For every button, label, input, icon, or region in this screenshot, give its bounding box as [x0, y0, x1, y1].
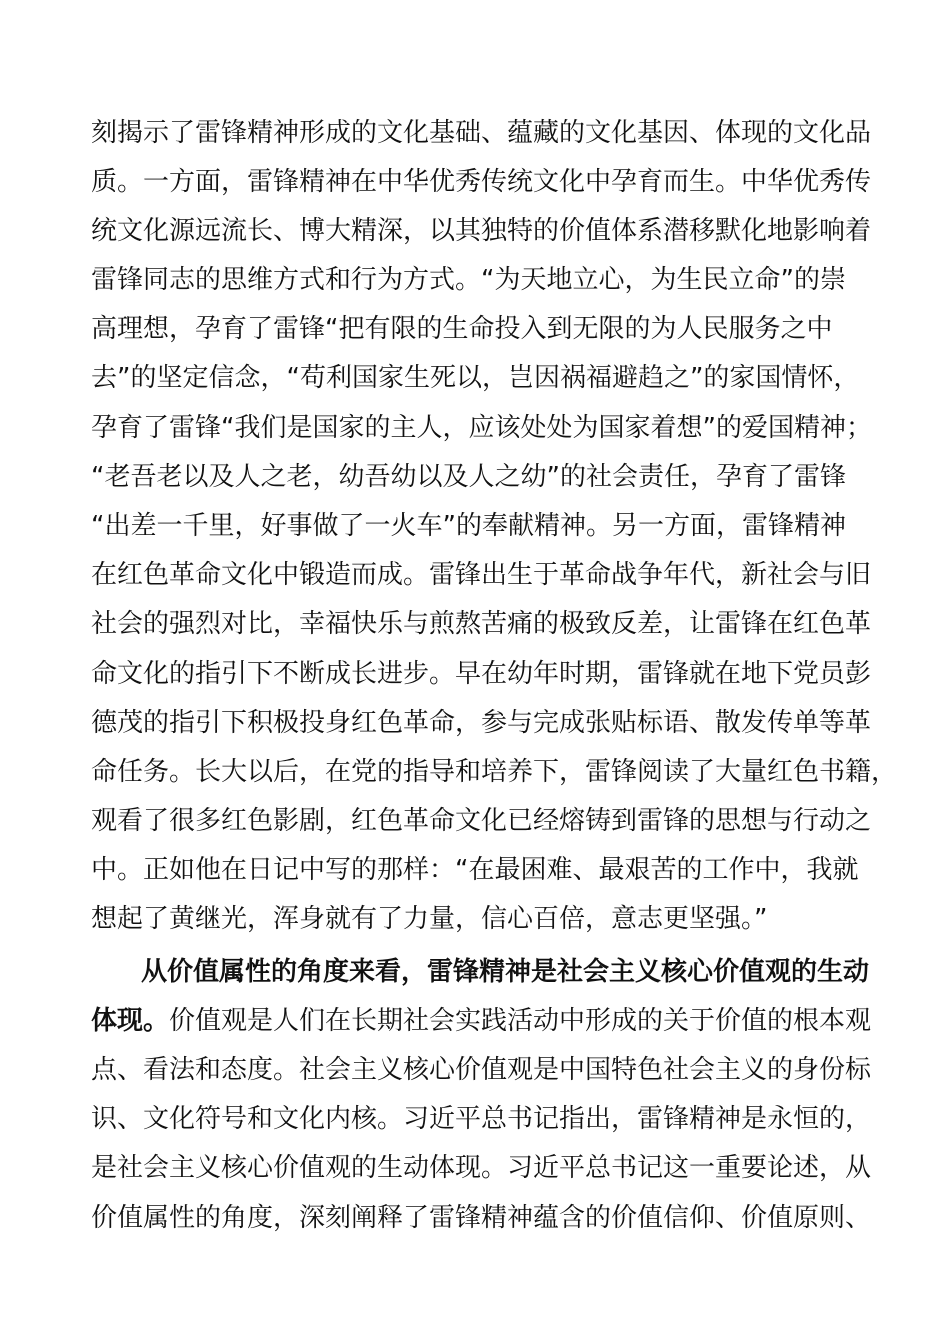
body-line: 刻揭示了雷锋精神形成的文化基础、蕴藏的文化基因、体现的文化品 — [91, 118, 872, 148]
body-line: 命任务。长大以后，在党的指导和培养下，雷锋阅读了大量红色书籍， — [91, 757, 898, 787]
section-heading-line: 从价值属性的角度来看，雷锋精神是社会主义核心价值观的生动 — [141, 957, 870, 987]
section-heading-tail: 体现。 — [91, 1006, 170, 1036]
body-line: 点、看法和态度。社会主义核心价值观是中国特色社会主义的身份标 — [91, 1055, 872, 1085]
body-line: 德茂的指引下积极投身红色革命，参与完成张贴标语、散发传单等革 — [91, 708, 872, 738]
body-line: 是社会主义核心价值观的生动体现。习近平总书记这一重要论述，从 — [91, 1153, 872, 1183]
body-text: 价值观是人们在长期社会实践活动中形成的关于价值的根本观 — [169, 1006, 872, 1036]
body-line: 中。正如他在日记中写的那样：“在最困难、最艰苦的工作中，我就 — [91, 855, 859, 885]
body-line: 孕育了雷锋“我们是国家的主人，应该处处为国家着想”的爱国精神； — [91, 413, 872, 443]
body-line: “出差一千里，好事做了一火车”的奉献精神。另一方面，雷锋精神 — [91, 511, 846, 541]
body-line: 价值属性的角度，深刻阐释了雷锋精神蕴含的价值信仰、价值原则、 — [91, 1203, 872, 1233]
body-line: 观看了很多红色影剧，红色革命文化已经熔铸到雷锋的思想与行动之 — [91, 806, 872, 836]
body-line: 统文化源远流长、博大精深，以其独特的价值体系潜移默化地影响着 — [91, 216, 872, 246]
body-line: “老吾老以及人之老，幼吾幼以及人之幼”的社会责任，孕育了雷锋 — [91, 462, 846, 492]
body-line: 质。一方面，雷锋精神在中华优秀传统文化中孕育而生。中华优秀传 — [91, 167, 872, 197]
body-line: 想起了黄继光，浑身就有了力量，信心百倍，意志更坚强。” — [91, 904, 768, 934]
section-heading-continuation — [91, 1001, 871, 1041]
body-line: 社会的强烈对比，幸福快乐与煎熬苦痛的极致反差，让雷锋在红色革 — [91, 609, 872, 639]
body-line: 高理想，孕育了雷锋“把有限的生命投入到无限的为人民服务之中 — [91, 314, 833, 344]
body-line: 去”的坚定信念，“苟利国家生死以，岂因祸福避趋之”的家国情怀， — [91, 363, 860, 393]
body-line: 在红色革命文化中锻造而成。雷锋出生于革命战争年代，新社会与旧 — [91, 560, 872, 590]
body-line: 识、文化符号和文化内核。习近平总书记指出，雷锋精神是永恒的， — [91, 1104, 872, 1134]
body-line: 命文化的指引下不断成长进步。早在幼年时期，雷锋就在地下党员彭 — [91, 659, 872, 689]
body-line: 雷锋同志的思维方式和行为方式。“为天地立心，为生民立命”的崇 — [91, 265, 846, 295]
